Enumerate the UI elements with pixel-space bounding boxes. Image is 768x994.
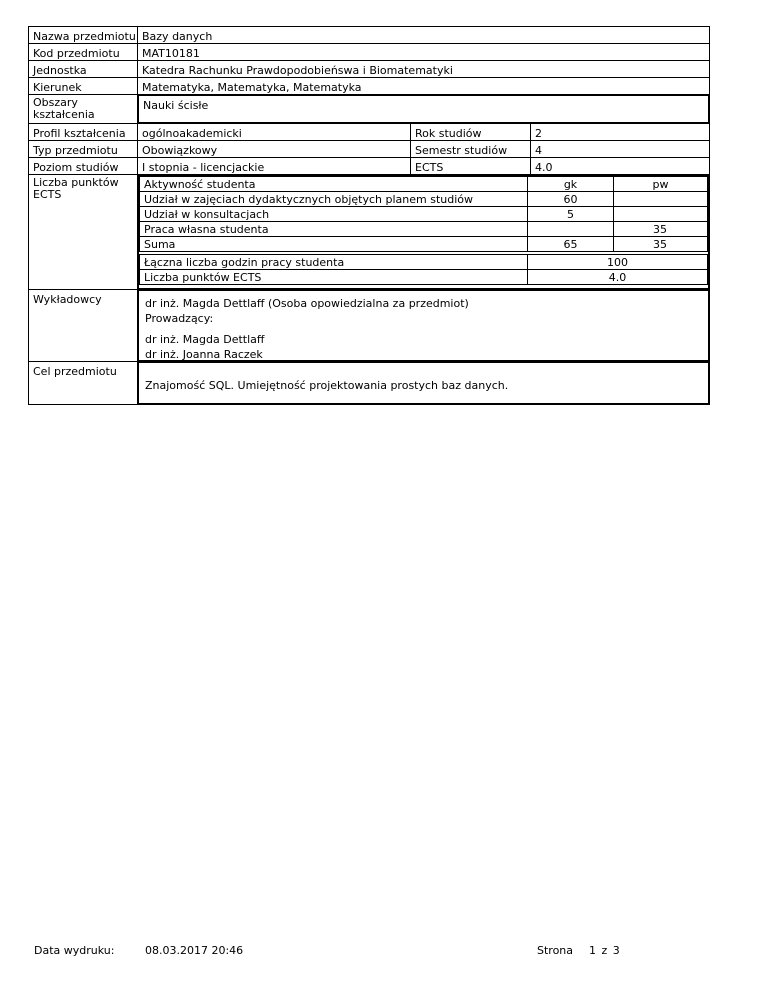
label-obszary: Obszary kształcenia xyxy=(28,94,138,124)
page-number: 1 z 3 xyxy=(589,944,620,957)
conductor-name: dr inż. Magda Dettlaff xyxy=(145,333,265,346)
value-poziom: I stopnia - licencjackie xyxy=(137,157,411,175)
print-date-label: Data wydruku: xyxy=(34,944,115,957)
ects-header-gk: gk xyxy=(527,176,614,192)
label-ects: ECTS xyxy=(410,157,531,175)
ects-row-name: Praca własna studenta xyxy=(139,221,528,237)
ects-total-points-label: Liczba punktów ECTS xyxy=(139,269,528,285)
label-typ: Typ przedmiotu xyxy=(28,140,138,158)
ects-row-name: Suma xyxy=(139,236,528,252)
value-profil: ogólnoakademicki xyxy=(137,123,411,141)
value-kod: MAT10181 xyxy=(137,43,710,61)
ects-row-name: Udział w konsultacjach xyxy=(139,206,528,222)
ects-header-activity: Aktywność studenta xyxy=(139,176,528,192)
responsible-person: dr inż. Magda Dettlaff (Osoba opowiedzialna za przedmiot) xyxy=(145,297,469,310)
ects-row-gk xyxy=(527,221,614,237)
conductor-name: dr inż. Joanna Raczek xyxy=(145,348,263,361)
label-ects-points: Liczba punktów ECTS xyxy=(28,174,138,290)
value-jednostka: Katedra Rachunku Prawdopodobieńswa i Biomatematyki xyxy=(137,60,710,78)
label-rok: Rok studiów xyxy=(410,123,531,141)
value-typ: Obowiązkowy xyxy=(137,140,411,158)
ects-row-pw: 35 xyxy=(613,221,708,237)
ects-row-gk: 60 xyxy=(527,191,614,207)
ects-row-pw xyxy=(613,191,708,207)
value-obszary: Nauki ścisłe xyxy=(137,94,710,124)
print-date: 08.03.2017 20:46 xyxy=(145,944,244,957)
value-kierunek: Matematyka, Matematyka, Matematyka xyxy=(137,77,710,95)
ects-row-name: Udział w zajęciach dydaktycznych objętych planem studiów xyxy=(139,191,528,207)
value-semestr: 4 xyxy=(530,140,710,158)
value-rok: 2 xyxy=(530,123,710,141)
conductors-label: Prowadzący: xyxy=(145,312,214,325)
label-lecturers: Wykładowcy xyxy=(28,289,138,362)
ects-row-gk: 65 xyxy=(527,236,614,252)
ects-total-points-value: 4.0 xyxy=(527,269,708,285)
value-nazwa: Bazy danych xyxy=(137,26,710,44)
ects-row-pw xyxy=(613,206,708,222)
value-ects: 4.0 xyxy=(530,157,710,175)
label-goal: Cel przedmiotu xyxy=(28,361,138,405)
label-profil: Profil kształcenia xyxy=(28,123,138,141)
ects-total-hours-label: Łączna liczba godzin pracy studenta xyxy=(139,254,528,270)
lecturers-block xyxy=(137,289,710,362)
label-kierunek: Kierunek xyxy=(28,77,138,95)
label-jednostka: Jednostka xyxy=(28,60,138,78)
ects-row-gk: 5 xyxy=(527,206,614,222)
ects-total-hours-value: 100 xyxy=(527,254,708,270)
goal-value: Znajomość SQL. Umiejętność projektowania prostych baz danych. xyxy=(137,361,710,405)
label-nazwa: Nazwa przedmiotu xyxy=(28,26,138,44)
ects-row-pw: 35 xyxy=(613,236,708,252)
label-poziom: Poziom studiów xyxy=(28,157,138,175)
page-label: Strona xyxy=(537,944,574,957)
label-kod: Kod przedmiotu xyxy=(28,43,138,61)
label-semestr: Semestr studiów xyxy=(410,140,531,158)
ects-header-pw: pw xyxy=(613,176,708,192)
